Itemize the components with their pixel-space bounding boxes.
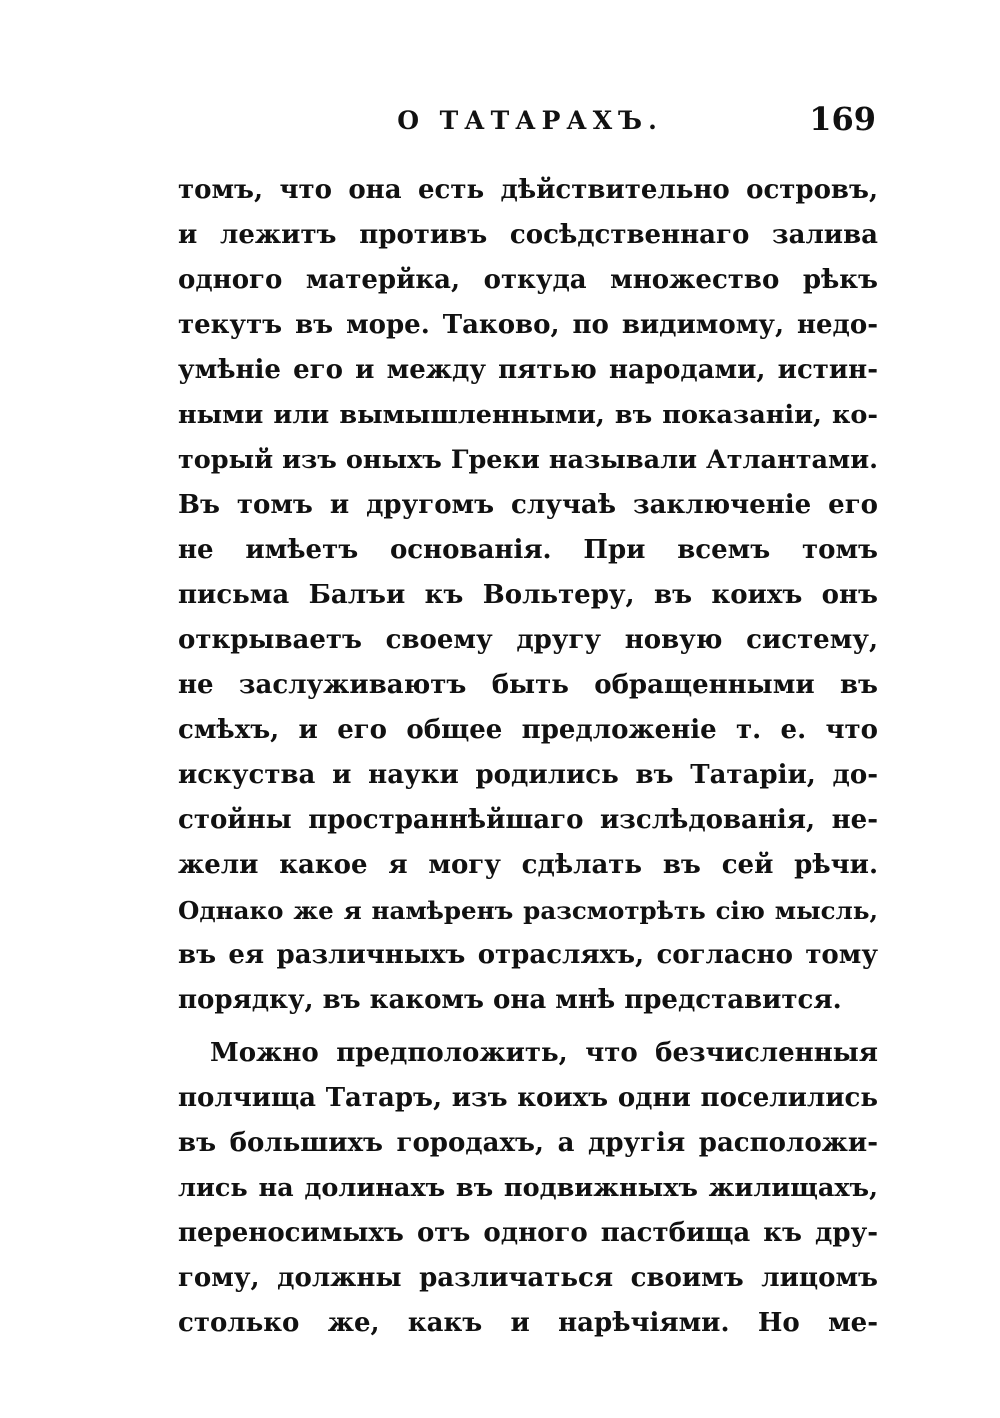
text-line: смѣхъ, и его общее предложеніе т. е. что: [178, 715, 878, 745]
text-line: не заслуживаютъ быть обращенными въ: [178, 670, 878, 700]
text-line: гому, должны различаться своимъ лицомъ: [178, 1263, 878, 1293]
text-line: томъ, что она есть дѣйствительно островъ,: [178, 175, 878, 205]
text-line: стойны пространнѣйшаго изслѣдованія, не-: [178, 805, 878, 835]
text-line: порядку, въ какомъ она мнѣ представится.: [178, 985, 842, 1015]
paragraph-2: [178, 1031, 878, 1346]
text-line: жели какое я могу сдѣлать въ сей рѣчи.: [178, 850, 878, 880]
text-body: [178, 168, 878, 1346]
text-line: Можно предположить, что безчисленныя: [210, 1038, 878, 1068]
text-line: въ большихъ городахъ, а другія расположи-: [178, 1128, 878, 1158]
text-line: Однако же я намѣренъ разсмотрѣть сію мысль,: [178, 896, 878, 925]
text-line: торый изъ оныхъ Греки называли Атлантами.: [178, 445, 878, 475]
text-line: лись на долинахъ въ подвижныхъ жилищахъ,: [178, 1173, 878, 1203]
text-line: ными или вымышленными, въ показаніи, ко-: [178, 400, 878, 430]
paragraph-1: [178, 168, 878, 1023]
running-title: О ТАТАРАХЪ.: [397, 106, 663, 135]
text-line: текутъ въ море. Таково, по видимому, недо-: [178, 310, 878, 340]
text-line: одного матерйка, откуда множество рѣкъ: [178, 265, 878, 295]
text-line: открываетъ своему другу новую систему,: [178, 625, 878, 655]
text-line: въ ея различныхъ отрасляхъ, согласно тому: [178, 940, 878, 970]
text-line: переносимыхъ отъ одного пастбища къ дру-: [178, 1218, 878, 1248]
paragraph-gap: [178, 1023, 878, 1031]
text-line: письма Балъи къ Вольтеру, въ коихъ онъ: [178, 580, 878, 610]
page-number: 169: [809, 100, 876, 138]
text-line: Въ томъ и другомъ случаѣ заключеніе его: [178, 490, 878, 520]
text-line: умѣніе его и между пятью народами, истин-: [178, 355, 878, 385]
text-line: не имѣетъ основанія. При всемъ томъ: [178, 535, 878, 565]
text-line: полчища Татаръ, изъ коихъ одни поселились: [178, 1083, 878, 1113]
text-line: и лежитъ противъ сосѣдственнаго залива: [178, 220, 878, 250]
running-head: [180, 100, 880, 150]
text-line: искуства и науки родились въ Татаріи, до-: [178, 760, 878, 790]
text-line: столько же, какъ и нарѣчіями. Но ме-: [178, 1308, 878, 1338]
